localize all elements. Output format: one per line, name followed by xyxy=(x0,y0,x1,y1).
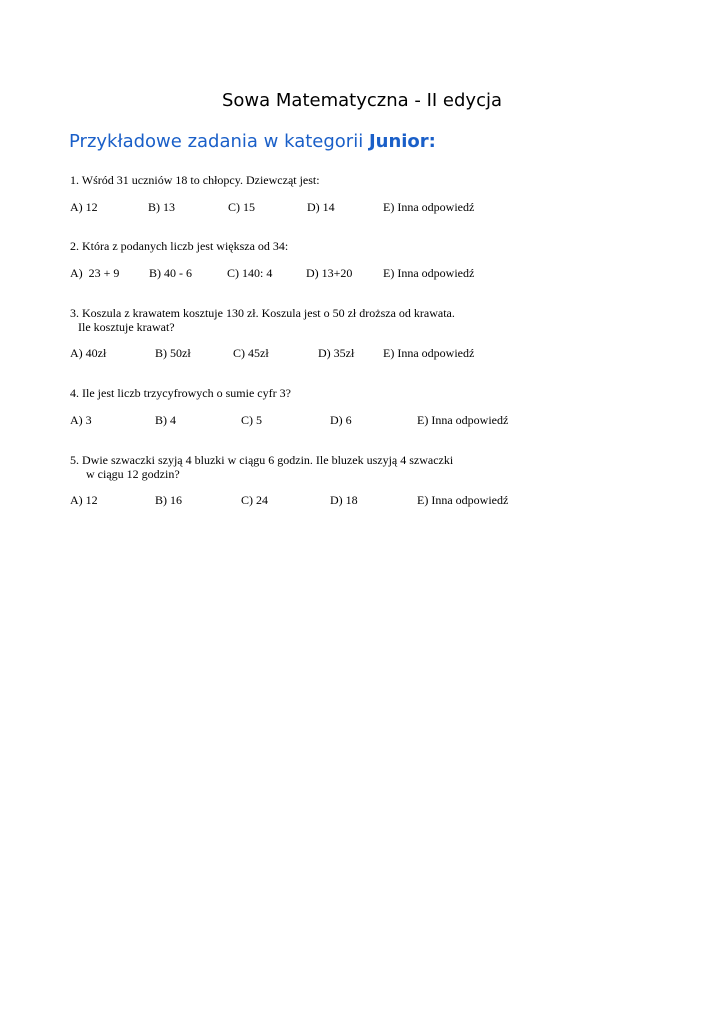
answer-option-a: A) 3 xyxy=(70,413,92,427)
question-5 xyxy=(70,453,453,481)
page-title-text: Sowa Matematyczna - II edycja xyxy=(221,90,503,111)
answer-option-c: C) 24 xyxy=(241,493,268,507)
answer-option-a: A) 12 xyxy=(70,200,98,214)
answer-option-d: D) 6 xyxy=(330,413,352,427)
answer-option-b: B) 13 xyxy=(148,200,175,214)
question-4-answers xyxy=(70,413,630,427)
question-2-answers xyxy=(70,266,630,280)
answer-option-b: B) 50zł xyxy=(155,346,191,360)
question-1-text: 1. Wśród 31 uczniów 18 to chłopcy. Dziewcząt jest: xyxy=(70,173,320,187)
question-1-answers xyxy=(70,200,630,214)
page-title xyxy=(0,90,724,112)
answer-option-d: D) 18 xyxy=(330,493,358,507)
answer-option-d: D) 14 xyxy=(307,200,335,214)
answer-option-a: A) 23 + 9 xyxy=(70,266,120,280)
answer-option-e: E) Inna odpowiedź xyxy=(417,413,509,427)
answer-option-e: E) Inna odpowiedź xyxy=(383,346,475,360)
section-heading-text: Przykładowe zadania w kategorii xyxy=(69,131,369,152)
category-name: Junior: xyxy=(368,131,436,152)
question-4-text: 4. Ile jest liczb trzycyfrowych o sumie cyfr 3? xyxy=(70,386,291,400)
question-5-text-continued: w ciągu 12 godzin? xyxy=(86,467,180,481)
question-5-answers xyxy=(70,493,630,507)
question-3-text-continued: Ile kosztuje krawat? xyxy=(78,320,175,334)
question-4 xyxy=(70,386,291,400)
section-heading xyxy=(69,131,436,153)
answer-option-c: C) 140: 4 xyxy=(227,266,273,280)
question-2 xyxy=(70,239,288,253)
answer-option-e: E) Inna odpowiedź xyxy=(383,266,475,280)
answer-option-d: D) 35zł xyxy=(318,346,355,360)
question-2-text: 2. Która z podanych liczb jest większa od 34: xyxy=(70,239,289,253)
answer-option-c: C) 45zł xyxy=(233,346,269,360)
answer-option-e: E) Inna odpowiedź xyxy=(383,200,475,214)
answer-option-c: C) 5 xyxy=(241,413,262,427)
question-3-answers xyxy=(70,346,630,360)
question-5-text: 5. Dwie szwaczki szyją 4 bluzki w ciągu 6 godzin. Ile bluzek uszyją 4 szwaczki xyxy=(70,453,454,467)
answer-option-c: C) 15 xyxy=(228,200,255,214)
answer-option-b: B) 4 xyxy=(155,413,176,427)
answer-option-b: B) 40 - 6 xyxy=(149,266,192,280)
answer-option-b: B) 16 xyxy=(155,493,182,507)
answer-option-a: A) 12 xyxy=(70,493,98,507)
question-3 xyxy=(70,306,455,334)
question-1 xyxy=(70,173,320,187)
question-3-text: 3. Koszula z krawatem kosztuje 130 zł. Koszula jest o 50 zł droższa od krawata. xyxy=(70,306,455,320)
answer-option-a: A) 40zł xyxy=(70,346,107,360)
answer-option-d: D) 13+20 xyxy=(306,266,353,280)
answer-option-e: E) Inna odpowiedź xyxy=(417,493,509,507)
